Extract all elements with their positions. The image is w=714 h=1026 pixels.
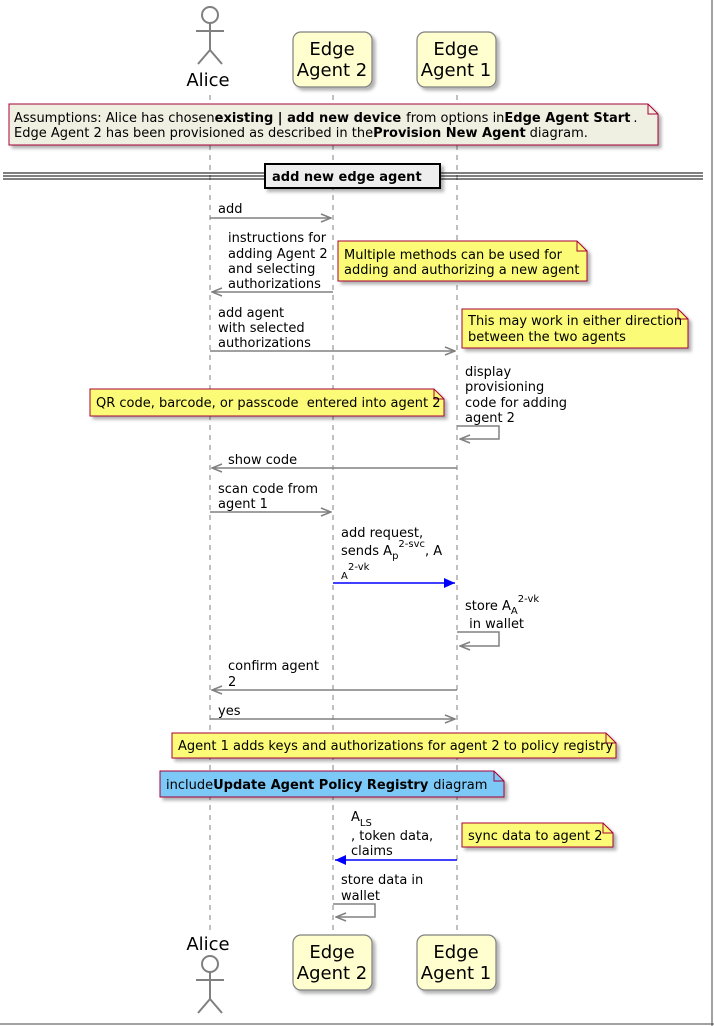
note-line: Multiple methods can be used for — [344, 248, 563, 263]
actor-alice-top — [186, 7, 229, 91]
participant-label-agent2-line2: Agent 2 — [296, 60, 368, 81]
note-include-ref — [160, 771, 504, 797]
message-label-line: with selected — [218, 321, 305, 336]
message-store-vk — [457, 594, 539, 646]
message-label-line: 2 — [228, 675, 237, 690]
message-instructions — [212, 231, 333, 292]
note-text: sync data to agent 2 — [468, 829, 603, 844]
message-label-line: confirm agent — [228, 659, 319, 674]
participant-label-agent2-line1: Edge — [309, 942, 355, 963]
divider-label: add new edge agent — [272, 170, 422, 185]
message-scan-code — [210, 482, 331, 512]
message-sync-data — [335, 810, 457, 860]
message-label-line: scan code from — [218, 482, 318, 497]
participant-agent2-bottom — [293, 935, 372, 990]
assumptions-line1: Assumptions: Alice has chosenexisting | add new device from options inEdge Agent Start . — [14, 111, 638, 126]
participant-label-alice: Alice — [186, 70, 230, 91]
participant-label-agent2-line1: Edge — [309, 39, 355, 60]
note-text: QR code, barcode, or passcode entered into agent 2 — [96, 396, 441, 411]
participant-agent2-top — [293, 32, 372, 87]
message-label-sup: 2-vk — [348, 562, 370, 573]
message-label-line: add agent — [218, 306, 285, 321]
participant-label-agent1-line1: Edge — [433, 942, 479, 963]
note-text: includeUpdate Agent Policy Registry diagram — [166, 778, 488, 793]
message-label-line: add request, — [341, 526, 424, 541]
message-label-line: store data in — [341, 873, 424, 888]
message-label-line: authorizations — [228, 277, 321, 292]
message-label-sub: A — [341, 571, 348, 582]
message-label-line: agent 1 — [218, 497, 268, 512]
participant-label-agent1-line1: Edge — [433, 39, 479, 60]
note-either-direction — [462, 309, 688, 348]
participant-label-alice: Alice — [186, 934, 230, 955]
participant-label-agent2-line2: Agent 2 — [296, 963, 368, 984]
participant-label-agent1-line2: Agent 1 — [420, 963, 492, 984]
message-label: add — [218, 202, 243, 217]
note-qr-code — [90, 389, 444, 416]
message-label-line: agent 2 — [465, 411, 515, 426]
message-display-provisioning — [457, 365, 567, 439]
message-label-line: adding Agent 2 — [228, 247, 328, 262]
message-label-line: $A_{LS}$ — [351, 810, 372, 829]
message-confirm-agent — [212, 659, 457, 690]
note-multiple-methods — [338, 241, 587, 281]
note-line: This may work in either direction — [468, 314, 683, 329]
assumptions-note — [9, 104, 658, 145]
message-add — [210, 202, 331, 218]
message-label-line: store $A_A^{2-vk}$ — [465, 594, 540, 617]
divider-add-new-edge-agent — [3, 164, 703, 188]
message-label-line: , token data, — [351, 829, 434, 844]
actor-alice-bottom — [186, 934, 229, 1013]
note-line: between the two agents — [468, 330, 626, 345]
actor-figure-icon — [196, 7, 224, 64]
participant-agent1-top — [417, 32, 496, 87]
message-label-line: provisioning — [465, 380, 545, 395]
note-text: Agent 1 adds keys and authorizations for agent 2 to policy registry — [178, 739, 614, 754]
message-store-data — [333, 873, 423, 917]
message-show-code — [212, 453, 457, 468]
message-label-line: code for adding — [465, 396, 568, 411]
assumptions-line2: Edge Agent 2 has been provisioned as described in theProvision New Agent diagram. — [14, 126, 588, 141]
message-add-request — [333, 526, 455, 583]
message-label-line: authorizations — [218, 336, 311, 351]
message-label-line: claims — [351, 844, 393, 859]
note-line: adding and authorizing a new agent — [344, 263, 580, 278]
message-label: show code — [228, 453, 298, 468]
note-sync-data — [462, 823, 613, 847]
note-policy-registry — [172, 733, 616, 758]
actor-figure-icon — [196, 956, 224, 1013]
message-label: yes — [218, 704, 241, 719]
message-label-line: sends $A_p^{2-svc}$, A — [341, 539, 443, 562]
message-label-line: in wallet — [465, 617, 525, 632]
message-label-line: display — [465, 365, 512, 380]
participant-label-agent1-line2: Agent 1 — [420, 60, 492, 81]
message-label-line: and selecting — [228, 262, 316, 277]
message-label-line: instructions for — [228, 231, 327, 246]
participant-agent1-bottom — [417, 935, 496, 990]
message-label-line: wallet — [341, 889, 380, 904]
